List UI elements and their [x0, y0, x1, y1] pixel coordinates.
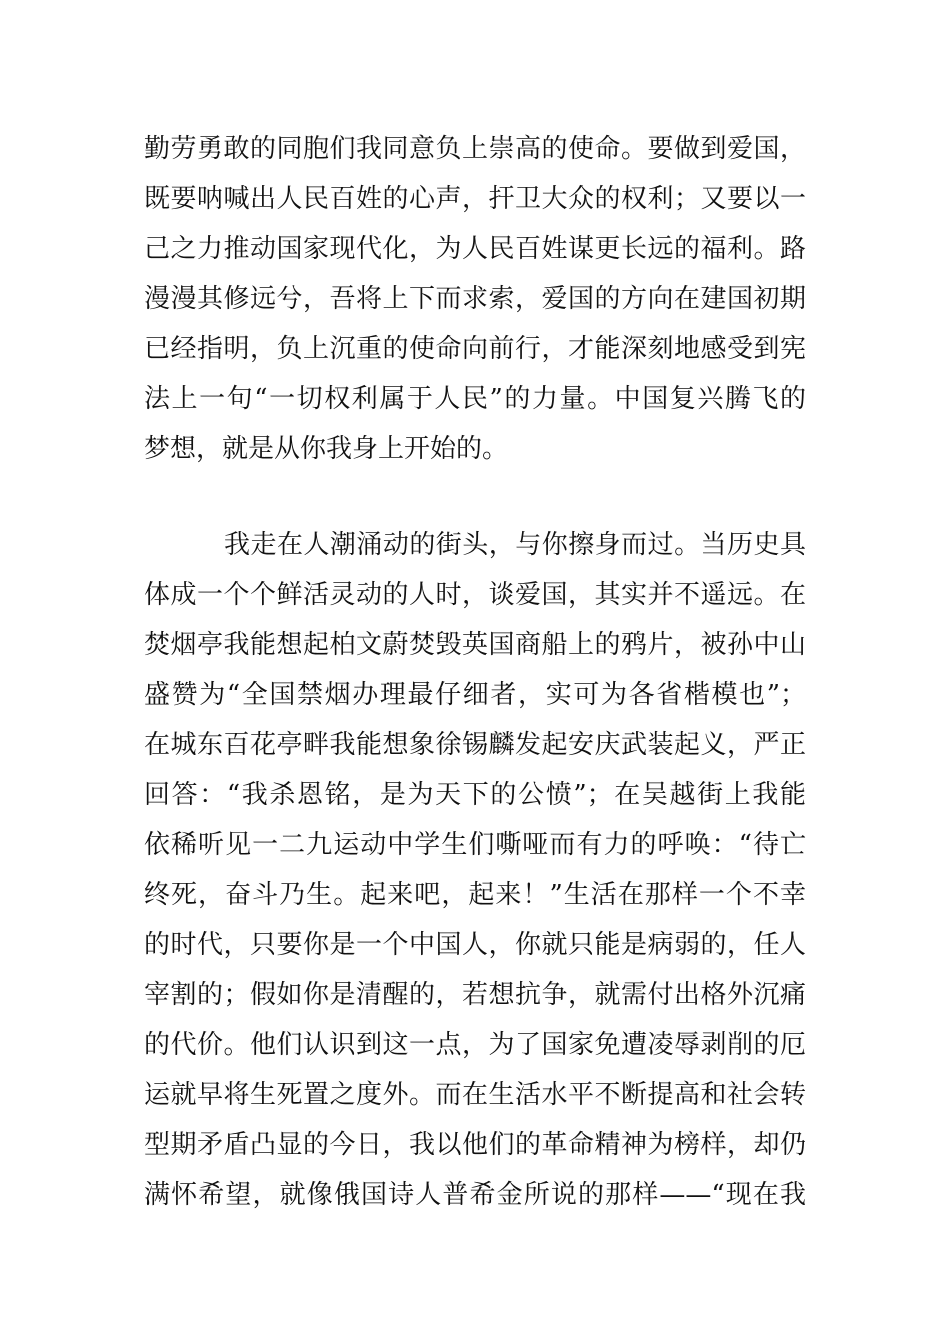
text-line: 梦想，就是从你我身上开始的。 [144, 434, 509, 464]
paragraph-2 [144, 520, 806, 1220]
text-line: 依稀听见一二九运动中学生们嘶哑而有力的呼唤：“待亡 [144, 830, 806, 860]
text-line: 既要呐喊出人民百姓的心声，扞卫大众的权利；又要以一 [144, 184, 806, 214]
text-line: 己之力推动国家现代化，为人民百姓谋更长远的福利。路 [144, 234, 806, 264]
text-line: 焚烟亭我能想起柏文蔚焚毁英国商船上的鸦片，被孙中山 [144, 630, 806, 660]
text-line: 漫漫其修远兮，吾将上下而求索，爱国的方向在建国初期 [144, 284, 806, 314]
text-line: 运就早将生死置之度外。而在生活水平不断提高和社会转 [144, 1080, 806, 1110]
text-line: 的代价。他们认识到这一点，为了国家免遭凌辱剥削的厄 [144, 1030, 806, 1060]
text-line: 已经指明，负上沉重的使命向前行，才能深刻地感受到宪 [144, 334, 806, 364]
text-line: 在城东百花亭畔我能想象徐锡麟发起安庆武装起义，严正 [144, 730, 806, 760]
text-line: 终死，奋斗乃生。起来吧，起来！”生活在那样一个不幸 [144, 880, 806, 910]
text-line: 法上一句“一切权利属于人民”的力量。中国复兴腾飞的 [144, 384, 806, 414]
text-line: 勤劳勇敢的同胞们我同意负上崇高的使命。要做到爱国， [144, 134, 806, 164]
text-line: 盛赞为“全国禁烟办理最仔细者，实可为各省楷模也”； [144, 680, 806, 710]
text-line: 的时代，只要你是一个中国人，你就只能是病弱的，任人 [144, 930, 806, 960]
text-line: 型期矛盾凸显的今日，我以他们的革命精神为榜样，却仍 [144, 1130, 806, 1160]
text-line: 宰割的；假如你是清醒的，若想抗争，就需付出格外沉痛 [144, 980, 806, 1010]
paragraph-1 [144, 124, 806, 474]
text-line: 回答：“我杀恩铭，是为天下的公愤”；在吴越街上我能 [144, 780, 806, 810]
text-line: 满怀希望，就像俄国诗人普希金所说的那样——“现在我 [144, 1180, 806, 1210]
text-line: 体成一个个鲜活灵动的人时，谈爱国，其实并不遥远。在 [144, 580, 806, 610]
text-line: 我走在人潮涌动的街头，与你擦身而过。当历史具 [224, 530, 806, 560]
